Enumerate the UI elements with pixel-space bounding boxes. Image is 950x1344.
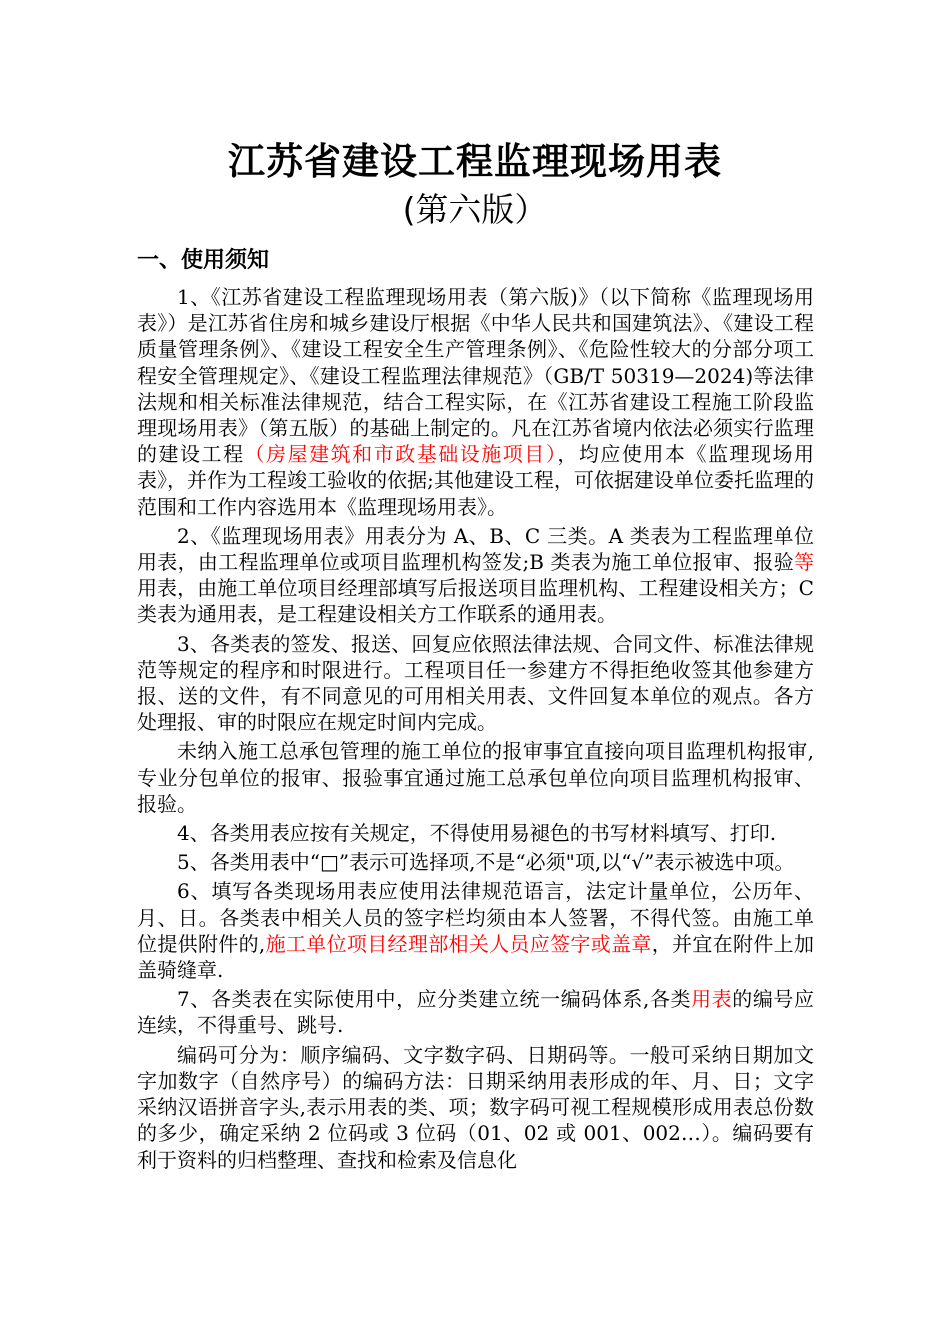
paragraph-text: 7、各类表在实际使用中，应分类建立统一编码体系,各类 <box>177 987 692 1012</box>
paragraph-2 <box>137 523 814 628</box>
paragraph-text: 4、各类用表应按有关规定，不得使用易褪色的书写材料填写、打印. <box>177 821 777 846</box>
paragraph-3 <box>137 631 814 736</box>
highlighted-text: 用表 <box>691 987 733 1012</box>
document-title: 江苏省建设工程监理现场用表 <box>228 140 722 183</box>
paragraph-text: 2、《监理现场用表》用表分为 A、B、C 三类。A 类表为工程监理单位用表，由工程监理单位或项目监理机构签发;B 类表为施工单位报审、报验 <box>137 523 814 575</box>
highlighted-text: （房屋建筑和市政基础设施项目） <box>244 442 558 467</box>
paragraph-text: 6、填写各类现场用表应使用法律规范语言，法定计量单位，公历年、月、日。各类表中相关人员的签字栏均须由本人签署，不得代签。由施工单位提供附件的, <box>137 879 814 956</box>
section-heading: 一、使用须知 <box>137 248 270 273</box>
paragraph-1 <box>137 284 814 520</box>
paragraph-text: 的编号应连续，不得重号、跳号. <box>137 987 814 1038</box>
paragraph-text: 1、《江苏省建设工程监理现场用表（第六版)》（以下简称《监理现场用表》）是江苏省住房和城乡建设厅根据《中华人民共和国建筑法》、《建设工程质量管理条例》、《建设工程安全生产管理条例》、《危险性较大的分部分项工程安全管理规定》、《建设工程监理法律规范》（GB/T 50319—2024)等法律法规和相关标准法律规范，结合工程实际，在《江苏省建设工程施工阶段监理现场用表》（第五版）的基础上制定的。凡在江苏省境内依法必须实行监理的建设工程 <box>137 285 814 467</box>
paragraph-text: 未纳入施工总承包管理的施工单位的报审事宜直接向项目监理机构报审,专业分包单位的报审、报验事宜通过施工总承包单位向项目监理机构报审、报验。 <box>137 739 814 816</box>
paragraph-text: ，并宜在附件上加盖骑缝章. <box>137 931 815 983</box>
paragraph-text: 编码可分为：顺序编码、文字数字码、日期码等。一般可采纳日期加文字加数字（自然序号）的编码方法：日期采纳用表形成的年、月、日；文字采纳汉语拼音字头,表示用表的类、项；数字码可视工程规模形成用表总份数的多少，确定采纳 2 位码或 3 位码（01、02 或 001、002…）。编码要有利于资料的归档整理、查找和检索及信息化 <box>137 1042 814 1172</box>
paragraph-text: 用表，由施工单位项目经理部填写后报送项目监理机构、工程建设相关方；C 类表为通用表，是工程建设相关方工作联系的通用表。 <box>137 576 814 627</box>
paragraph-5 <box>137 849 814 875</box>
document-subtitle: (第六版） <box>402 190 548 229</box>
body-text <box>137 284 814 1173</box>
highlighted-text: 等 <box>794 550 814 575</box>
paragraph-text: 3、各类表的签发、报送、回复应依照法律法规、合同文件、标准法律规范等规定的程序和时限进行。工程项目任一参建方不得拒绝收签其他参建方报、送的文件，有不同意见的可用相关用表、文件回复本单位的观点。各方处理报、审的时限应在规定时间内完成。 <box>137 631 814 735</box>
paragraph-text: 5、各类用表中“□”表示可选择项,不是“必须"项,以“√”表示被选中项。 <box>177 850 795 875</box>
paragraph-6 <box>137 878 814 983</box>
paragraph-7-note <box>137 1042 814 1173</box>
paragraph-text: ，均应使用本《监理现场用表》，并作为工程竣工验收的依据;其他建设工程，可依据建设单位委托监理的范围和工作内容选用本《监理现场用表》。 <box>137 442 815 519</box>
paragraph-7 <box>137 986 814 1038</box>
paragraph-4 <box>137 820 814 846</box>
paragraph-3-note <box>137 738 814 817</box>
highlighted-text: 施工单位项目经理部相关人员应签字或盖章 <box>265 931 652 956</box>
